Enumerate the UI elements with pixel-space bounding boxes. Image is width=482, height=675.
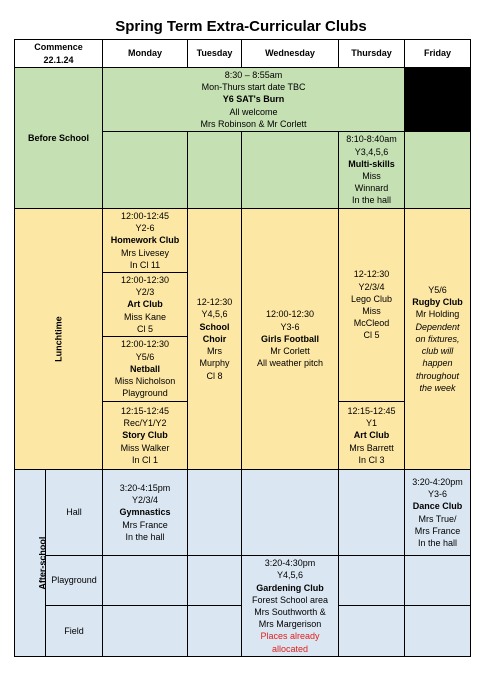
before-mon-empty	[103, 132, 188, 209]
choir-years: Y4,5,6	[201, 309, 228, 320]
field-label: Field	[46, 606, 103, 657]
choir-place: Cl 8	[206, 370, 223, 381]
homework-place: In Cl 11	[129, 259, 161, 270]
sats-all: All welcome	[229, 106, 278, 117]
lunchtime-label-text: Lunchtime	[53, 316, 64, 362]
rugby-note6: the week	[419, 382, 456, 393]
hall-tue-empty	[188, 470, 242, 556]
story-years: Rec/Y1/Y2	[123, 418, 167, 429]
field-fri-empty	[405, 606, 471, 657]
football-years: Y3-6	[280, 321, 300, 332]
story-place: In Cl 1	[132, 454, 159, 465]
gym-time: 3:20-4:15pm	[119, 482, 171, 493]
clubs-timetable	[14, 39, 471, 657]
choir-cell	[188, 209, 242, 470]
rugby-note5: throughout	[415, 370, 460, 381]
art-mon-time: 12:00-12:30	[120, 274, 170, 285]
playground-label: Playground	[46, 556, 103, 606]
netball-name: Netball	[130, 363, 161, 374]
hall-wed-empty	[242, 470, 339, 556]
homework-name: Homework Club	[110, 235, 180, 246]
multiskills-years: Y3,4,5,6	[354, 146, 389, 157]
rugby-note3: club will	[421, 346, 454, 357]
art-club-monday-cell	[103, 273, 188, 337]
rugby-name: Rugby Club	[412, 297, 463, 308]
after-school-label	[15, 470, 46, 657]
gym-staff: Mrs France	[122, 519, 168, 530]
choir-staff1: Mrs	[207, 346, 223, 357]
multiskills-place: In the hall	[352, 195, 392, 206]
field-mon-empty	[103, 606, 188, 657]
dance-name: Dance Club	[412, 501, 463, 512]
page-title: Spring Term Extra-Curricular Clubs	[115, 18, 367, 35]
pg-mon-empty	[103, 556, 188, 606]
commence-cell	[15, 40, 103, 68]
sats-note: Mon-Thurs start date TBC	[201, 82, 306, 93]
commence-date: 22.1.24	[43, 54, 74, 65]
multiskills-cell	[339, 132, 405, 209]
dance-staff2: Mrs France	[414, 525, 461, 536]
day-tuesday: Tuesday	[188, 40, 242, 68]
story-club-cell	[103, 402, 188, 470]
art-mon-place: Cl 5	[137, 323, 154, 334]
art-thu-years: Y1	[366, 418, 378, 429]
netball-time: 12:00-12:30	[120, 339, 170, 350]
garden-time: 3:20-4:30pm	[264, 558, 316, 569]
header-row	[15, 40, 471, 68]
lego-club-cell	[339, 209, 405, 402]
homework-staff: Mrs Livesey	[121, 247, 170, 258]
lunchtime-label	[15, 209, 103, 470]
lego-time: 12-12:30	[353, 269, 390, 280]
homework-club-cell	[103, 209, 188, 273]
art-mon-name: Art Club	[127, 299, 163, 310]
homework-time: 12:00-12:45	[120, 210, 170, 221]
netball-cell	[103, 337, 188, 402]
before-wed-empty	[242, 132, 339, 209]
choir-time: 12-12:30	[196, 297, 233, 308]
choir-name2: Choir	[202, 333, 227, 344]
garden-place: Forest School area	[251, 594, 329, 605]
garden-note2: allocated	[272, 643, 309, 654]
hall-thu-empty	[339, 470, 405, 556]
netball-years: Y5/6	[135, 351, 155, 362]
lego-name: Lego Club	[350, 293, 393, 304]
dance-staff1: Mrs True/	[418, 513, 457, 524]
dance-time: 3:20-4:20pm	[412, 476, 463, 487]
homework-years: Y2-6	[135, 223, 155, 234]
story-time: 12:15-12:45	[120, 405, 170, 416]
gymnastics-cell	[103, 470, 188, 556]
field-tue-empty	[188, 606, 242, 657]
dance-club-cell	[405, 470, 471, 556]
lego-place: Cl 5	[363, 330, 380, 341]
gym-name: Gymnastics	[119, 507, 171, 518]
art-mon-years: Y2/3	[135, 287, 155, 298]
girls-football-cell	[242, 209, 339, 470]
gym-years: Y2/3/4	[132, 495, 159, 506]
rugby-years: Y5/6	[428, 285, 447, 296]
multiskills-staff2: Winnard	[354, 183, 389, 194]
art-thu-name: Art Club	[353, 430, 390, 441]
lego-staff1: Miss	[362, 306, 381, 316]
day-thursday: Thursday	[339, 40, 405, 68]
multiskills-name: Multi-skills	[348, 158, 395, 169]
football-name: Girls Football	[261, 333, 320, 344]
rugby-note4: happen	[422, 358, 453, 369]
football-place: All weather pitch	[256, 358, 324, 369]
gym-place: In the hall	[125, 531, 165, 542]
sats-name: Y6 SAT's Burn	[222, 94, 285, 105]
multiskills-staff1: Miss	[362, 171, 381, 181]
art-thu-staff: Mrs Barrett	[349, 442, 394, 453]
netball-place: Playground	[122, 388, 168, 399]
garden-staff1: Mrs Southworth &	[254, 607, 326, 617]
football-time: 12:00-12:30	[265, 309, 315, 320]
after-school-label-text: After-school	[37, 536, 48, 590]
day-wednesday: Wednesday	[242, 40, 339, 68]
art-mon-staff: Miss Kane	[124, 311, 167, 322]
garden-note1: Places already	[260, 631, 320, 642]
before-school-label: Before School	[15, 68, 103, 209]
garden-years: Y4,5,6	[277, 570, 304, 581]
garden-name: Gardening Club	[256, 582, 324, 593]
rugby-staff: Mr Holding	[415, 309, 460, 320]
dance-place: In the hall	[418, 537, 458, 548]
art-thu-time: 12:15-12:45	[347, 405, 396, 416]
day-friday: Friday	[405, 40, 471, 68]
multiskills-time: 8:10-8:40am	[346, 134, 397, 145]
art-club-thursday-cell	[339, 402, 405, 470]
story-staff: Miss Walker	[120, 442, 170, 453]
garden-staff2: Mrs Margerison	[258, 619, 322, 630]
sats-burn-cell	[103, 68, 405, 132]
choir-staff2: Murphy	[199, 358, 230, 369]
sats-time: 8:30 – 8:55am	[224, 69, 283, 80]
story-name: Story Club	[122, 430, 168, 441]
dance-years: Y3-6	[428, 489, 448, 500]
sats-staff: Mrs Robinson & Mr Corlett	[200, 118, 307, 129]
art-thu-place: In Cl 3	[358, 454, 385, 465]
field-thu-empty	[339, 606, 405, 657]
netball-staff: Miss Nicholson	[114, 376, 176, 387]
before-fri-empty	[405, 132, 471, 209]
pg-fri-empty	[405, 556, 471, 606]
before-tue-empty	[188, 132, 242, 209]
friday-blocked-cell	[405, 68, 471, 132]
day-monday: Monday	[103, 40, 188, 68]
lego-years: Y2/3/4	[358, 281, 385, 292]
rugby-note1: Dependent	[415, 321, 460, 332]
gardening-club-cell	[242, 556, 339, 657]
football-staff: Mr Corlett	[270, 346, 310, 357]
pg-tue-empty	[188, 556, 242, 606]
lego-staff2: McCleod	[353, 318, 390, 329]
choir-name1: School	[199, 321, 230, 332]
commence-label: Commence	[34, 42, 83, 53]
hall-label: Hall	[46, 470, 103, 556]
pg-thu-empty	[339, 556, 405, 606]
rugby-note2: on fixtures,	[415, 333, 460, 344]
rugby-club-cell	[405, 209, 471, 470]
